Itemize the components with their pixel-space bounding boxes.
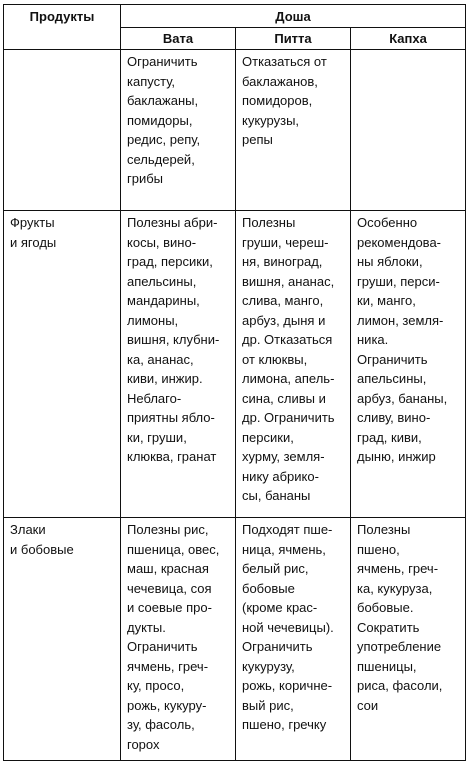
pitta-cell: Подходят пше- ница, ячмень, белый рис, бобовые (кроме крас- ной чечевицы). Ограничить кукурузу, рожь, коричне- вый рис, пшено, гречку <box>236 518 351 761</box>
column-header-vata: Вата <box>121 28 236 50</box>
product-cell <box>4 50 121 211</box>
column-header-kapha: Капха <box>351 28 466 50</box>
kapha-cell <box>351 50 466 211</box>
column-header-products: Продукты <box>4 5 121 50</box>
pitta-cell: Отказаться от баклажанов, помидоров, кукурузы, репы <box>236 50 351 211</box>
column-header-pitta: Питта <box>236 28 351 50</box>
table-row-fruits <box>4 211 466 518</box>
kapha-cell: Особенно рекомендова- ны яблоки, груши, перси- ки, манго, лимон, земля- ника. Ограничить апельсины, арбуз, бананы, сливу, вино- град, киви, дыню, инжир <box>351 211 466 518</box>
vata-cell: Ограничить капусту, баклажаны, помидоры, редис, репу, сельдерей, грибы <box>121 50 236 211</box>
vata-cell: Полезны абри- косы, вино- град, персики, апельсины, мандарины, лимоны, вишня, клубни- ка, ананас, киви, инжир. Неблаго- приятны ябло- ки, груши, клюква, гранат <box>121 211 236 518</box>
dosha-food-table <box>3 4 466 761</box>
table-row-vegetables-continued <box>4 50 466 211</box>
vata-cell: Полезны рис, пшеница, овес, маш, красная чечевица, соя и соевые про- дукты. Ограничить ячмень, греч- ку, просо, рожь, кукуру- зу, фасоль, горох <box>121 518 236 761</box>
product-cell: Злаки и бобовые <box>4 518 121 761</box>
column-header-dosha: Доша <box>121 5 466 28</box>
header-row-1 <box>4 5 466 28</box>
table-row-grains <box>4 518 466 761</box>
pitta-cell: Полезны груши, череш- ня, виноград, вишня, ананас, слива, манго, арбуз, дыня и др. Отказаться от клюквы, лимона, апель- сина, сливы и др. Ограничить персики, хурму, земля- нику абрико- сы, бананы <box>236 211 351 518</box>
product-cell: Фрукты и ягоды <box>4 211 121 518</box>
kapha-cell: Полезны пшено, ячмень, греч- ка, кукуруза, бобовые. Сократить употребление пшеницы, риса, фасоли, сои <box>351 518 466 761</box>
